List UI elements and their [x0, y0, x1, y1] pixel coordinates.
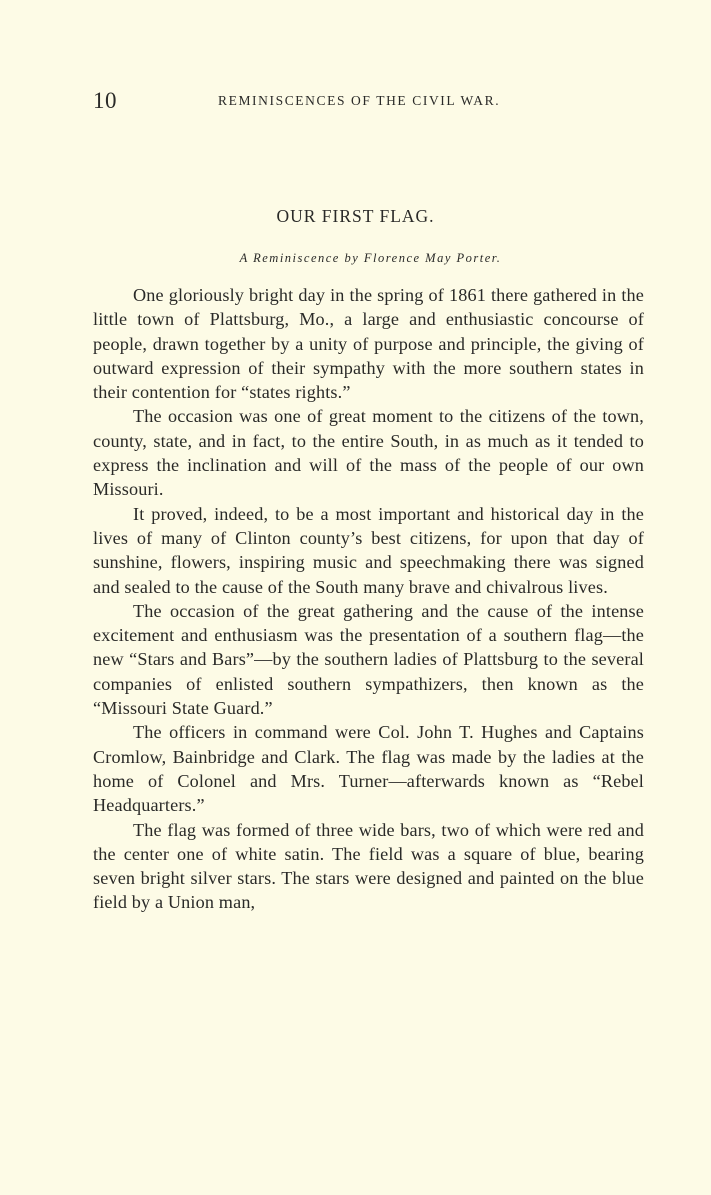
paragraph: The occasion of the great gathering and the cause of the intense excitement and enthusiasm was the presentation of a southern flag—the new “Stars and Bars”—by the southern ladies of Plattsburg to the several companies of enlisted southern sympathizers, then known as the “Missouri State Guard.” — [93, 600, 644, 719]
paragraph: The officers in command were Col. John T. Hughes and Captains Cromlow, Bainbridge and Clark. The flag was made by the ladies at the home of Colonel and Mrs. Turner—afterwards known as “Rebel Headquarters.” — [93, 722, 644, 816]
paragraph: The occasion was one of great moment to the citizens of the town, county, state, and in fact, to the entire South, in as much as it tended to express the inclination and will of the mass of the people of our own Missouri. — [93, 406, 644, 500]
paragraph: The flag was formed of three wide bars, two of which were red and the center one of white satin. The field was a square of blue, bearing seven bright silver stars. The stars were designed and painted on the blue field by a Union man, — [93, 819, 644, 913]
page-number: 10 — [93, 88, 117, 113]
article-body — [93, 283, 644, 915]
article-byline: A Reminiscence by Florence May Porter. — [239, 251, 502, 265]
running-header — [93, 88, 643, 118]
running-title: REMINISCENCES OF THE CIVIL WAR. — [218, 93, 501, 108]
paragraph: One gloriously bright day in the spring of 1861 there gathered in the little town of Plattsburg, Mo., a large and enthusiastic concourse of people, drawn together by a unity of purpose and principle, the giving of outward expression of their sympathy with the more southern states in their contention for “states rights.” — [93, 285, 644, 403]
article-title: OUR FIRST FLAG. — [276, 206, 435, 226]
paragraph: It proved, indeed, to be a most important and historical day in the lives of many of Clinton county’s best citizens, for upon that day of sunshine, flowers, inspiring music and speechmaking there was signed and sealed to the cause of the South many brave and chivalrous lives. — [93, 503, 644, 597]
